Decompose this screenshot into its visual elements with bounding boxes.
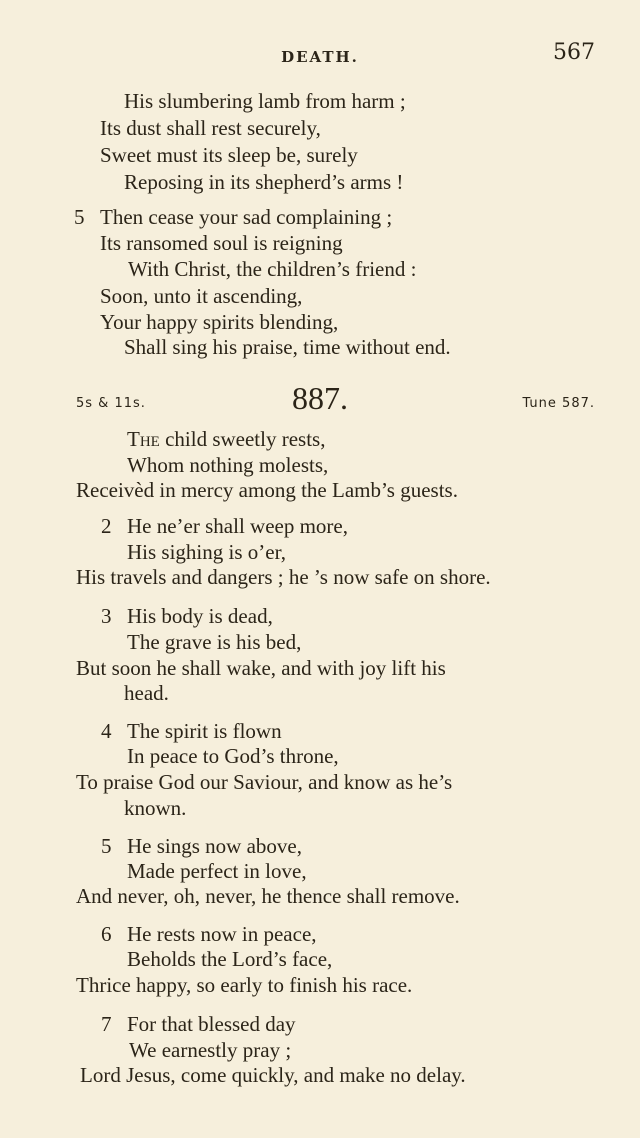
verse-text: For that blessed day — [127, 1012, 296, 1036]
stanza-5-first-line — [101, 833, 302, 859]
verse-line: And never, oh, never, he thence shall remove. — [76, 884, 460, 908]
verse-line: His sighing is o’er, — [127, 540, 286, 564]
verse-line: Its dust shall rest securely, — [100, 116, 321, 140]
verse-line: In peace to God’s throne, — [127, 744, 339, 768]
stanza-7-first-line — [101, 1011, 296, 1037]
stanza-5-first-line — [74, 204, 392, 230]
verse-line: Lord Jesus, come quickly, and make no delay. — [80, 1063, 466, 1087]
verse-line: The grave is his bed, — [127, 630, 302, 654]
verse-text: His body is dead, — [127, 604, 273, 628]
stanza-number: 5 — [74, 205, 85, 229]
verse-line: We earnestly pray ; — [129, 1038, 292, 1062]
verse-line: Beholds the Lord’s face, — [127, 947, 333, 971]
verse-line: His slumbering lamb from harm ; — [124, 89, 406, 113]
verse-line: With Christ, the children’s friend : — [128, 257, 417, 281]
verse-text: child sweetly rests, — [159, 427, 326, 451]
stanza-number: 6 — [101, 922, 112, 946]
stanza-number: 3 — [101, 604, 112, 628]
verse-line: To praise God our Saviour, and know as he’s — [76, 770, 453, 794]
verse-line: But soon he shall wake, and with joy lift his — [76, 656, 446, 680]
stanza-4-first-line — [101, 718, 282, 744]
verse-line: known. — [124, 796, 187, 820]
verse-line: Thrice happy, so early to finish his race. — [76, 973, 413, 997]
verse-line: Receivèd in mercy among the Lamb’s guests. — [76, 478, 458, 502]
stanza-2-first-line — [101, 513, 348, 539]
verse-text: The spirit is flown — [127, 719, 282, 743]
stanza-6-first-line — [101, 921, 317, 947]
stanza-number: 4 — [101, 719, 112, 743]
verse-line: Soon, unto it ascending, — [100, 284, 303, 308]
running-head: DEATH. — [281, 48, 359, 66]
verse-line: Whom nothing molests, — [127, 453, 329, 477]
verse-line: Shall sing his praise, time without end. — [124, 335, 451, 359]
page-number: 567 — [553, 40, 595, 65]
stanza-1-first-line — [127, 426, 325, 452]
verse-line: Sweet must its sleep be, surely — [100, 143, 358, 167]
verse-line: Your happy spirits blending, — [100, 310, 339, 334]
stanza-3-first-line — [101, 603, 273, 629]
verse-line: Made perfect in love, — [127, 859, 307, 883]
verse-text: He rests now in peace, — [127, 922, 317, 946]
verse-text: He sings now above, — [127, 834, 302, 858]
verse-text: Then cease your sad complaining ; — [100, 205, 393, 229]
stanza-number: 2 — [101, 514, 112, 538]
verse-line: His travels and dangers ; he ’s now safe on shore. — [76, 565, 491, 589]
hymn-meter: 5s & 11s. — [76, 396, 146, 411]
verse-line: Its ransomed soul is reigning — [100, 231, 343, 255]
tune-reference: Tune 587. — [522, 396, 595, 411]
stanza-number: 5 — [101, 834, 112, 858]
stanza-number: 7 — [101, 1012, 112, 1036]
verse-text: He ne’er shall weep more, — [127, 514, 348, 538]
first-word: The — [127, 427, 160, 451]
verse-line: head. — [124, 681, 169, 705]
verse-line: Reposing in its shepherd’s arms ! — [124, 170, 404, 194]
hymn-number: 887. — [292, 380, 348, 416]
